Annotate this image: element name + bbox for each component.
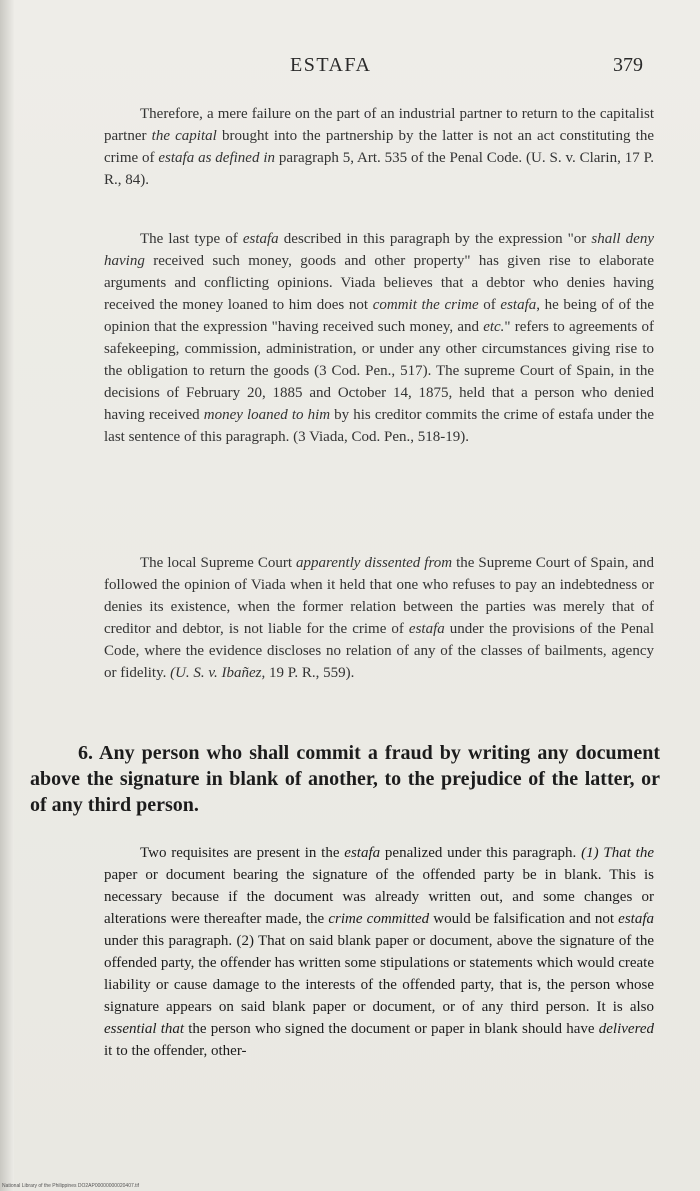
italic-text-run: (1) That the xyxy=(581,845,654,861)
italic-text-run: estafa xyxy=(408,621,445,637)
italic-text-run: delivered xyxy=(598,1021,655,1037)
text-block-local-court xyxy=(104,552,654,695)
italic-text-run: (U. S. v. Ibañez, xyxy=(170,665,266,681)
section-heading-text: Any person who shall commit a fraud by writing any document above the signature in blank of another, to the prejudice of the latter, or of any third person. xyxy=(30,742,660,816)
text-run: under the provisions of the Penal Code, where the evidence discloses no relation of any of the classes of bailments, agency or fidelity. xyxy=(104,621,654,681)
text-run: , he being of of the opinion that the expression "having received such money, and xyxy=(104,297,654,335)
section-number: 6. xyxy=(78,742,93,764)
italic-text-run: estafa xyxy=(618,911,654,927)
italic-text-run: shall deny having xyxy=(104,231,654,269)
text-run: the Supreme Court of Spain, and followed the opinion of Viada when it held that one who refuses to pay an indebtedness or denies its existence, when the former relation between the parties was merely that of creditor and debtor, is not liable for the crime of xyxy=(104,555,654,637)
text-run: Two requisites are present in the xyxy=(140,845,345,861)
paragraph-clarin xyxy=(104,103,654,191)
italic-text-run: estafa xyxy=(344,845,381,861)
paragraph-requisites xyxy=(104,842,654,1062)
running-head: ESTAFA xyxy=(290,54,372,76)
page-header xyxy=(0,54,700,84)
text-run: penalized under this paragraph. xyxy=(380,845,582,861)
italic-text-run: essential that xyxy=(104,1021,185,1037)
text-run: received such money, goods and other property" has given rise to elaborate arguments and conflicting opinions. Viada believes that a debtor who denies having received the money loaned to him does not xyxy=(104,253,654,313)
paragraph-local-court xyxy=(104,552,654,684)
text-run: by his creditor commits the crime of estafa under the last sentence of this paragraph. (3 Viada, Cod. Pen., 518-19). xyxy=(104,407,655,445)
text-run: brought into the partnership by the latter is not an act constituting the crime of xyxy=(104,128,654,166)
page-number: 379 xyxy=(613,54,643,76)
italic-text-run: crime committed xyxy=(328,911,430,927)
paragraph-deny-receipt xyxy=(104,228,654,448)
italic-text-run: estafa as defined in xyxy=(158,150,275,166)
text-run: would be falsification and not xyxy=(429,911,619,927)
italic-text-run: estafa xyxy=(242,231,279,247)
text-run: under this paragraph. (2) That on said blank paper or document, above the signature of the offended party, the offender has written some stipulations or statements which would create liability or cause damage to the interests of the offended party, that is, the person whose signature appears on said blank paper or document, or of any third person. It is also xyxy=(104,933,654,1015)
text-block-clarin xyxy=(104,103,654,202)
text-run: of xyxy=(478,297,501,313)
text-run: 19 P. R., 559). xyxy=(265,665,355,681)
text-run: it to the offender, other- xyxy=(104,1043,247,1059)
italic-text-run: etc. xyxy=(483,319,505,335)
italic-text-run: the capital xyxy=(151,128,217,144)
text-run: Therefore, a mere failure on the part of an industrial partner to return to the capitalist partner xyxy=(104,106,654,144)
text-block-deny xyxy=(104,228,654,459)
text-run: described in this paragraph by the expression "or xyxy=(278,231,592,247)
text-run: the person who signed the document or paper in blank should have xyxy=(184,1021,599,1037)
italic-text-run: money loaned to him xyxy=(203,407,331,423)
italic-text-run: apparently dissented from xyxy=(296,555,453,571)
binding-edge-shadow xyxy=(0,0,14,1191)
text-run: paragraph 5, Art. 535 of the Penal Code. (U. S. v. Clarin, 17 P. R., 84). xyxy=(104,150,654,188)
text-run: The last type of xyxy=(140,231,243,247)
italic-text-run: commit the crime xyxy=(372,297,479,313)
text-run: The local Supreme Court xyxy=(140,555,296,571)
text-run: paper or document bearing the signature of the offended party be in blank. This is necessary because if the document was already written out, and some changes or alterations were thereafter made, the xyxy=(104,867,654,927)
section-heading-6 xyxy=(30,740,660,818)
scan-credit: National Library of the Philippines DO2AP00000000020407.tif xyxy=(2,1183,140,1189)
text-block-requisites xyxy=(104,842,654,1073)
text-run: " refers to agreements of safekeeping, commission, administration, or under any other circumstances giving rise to the obligation to return the goods (3 Cod. Pen., 517). The supreme Court of Spain, in the decisions of February 20, 1885 and October 14, 1875, held that a person who denied having received xyxy=(104,319,654,423)
italic-text-run: estafa xyxy=(500,297,537,313)
